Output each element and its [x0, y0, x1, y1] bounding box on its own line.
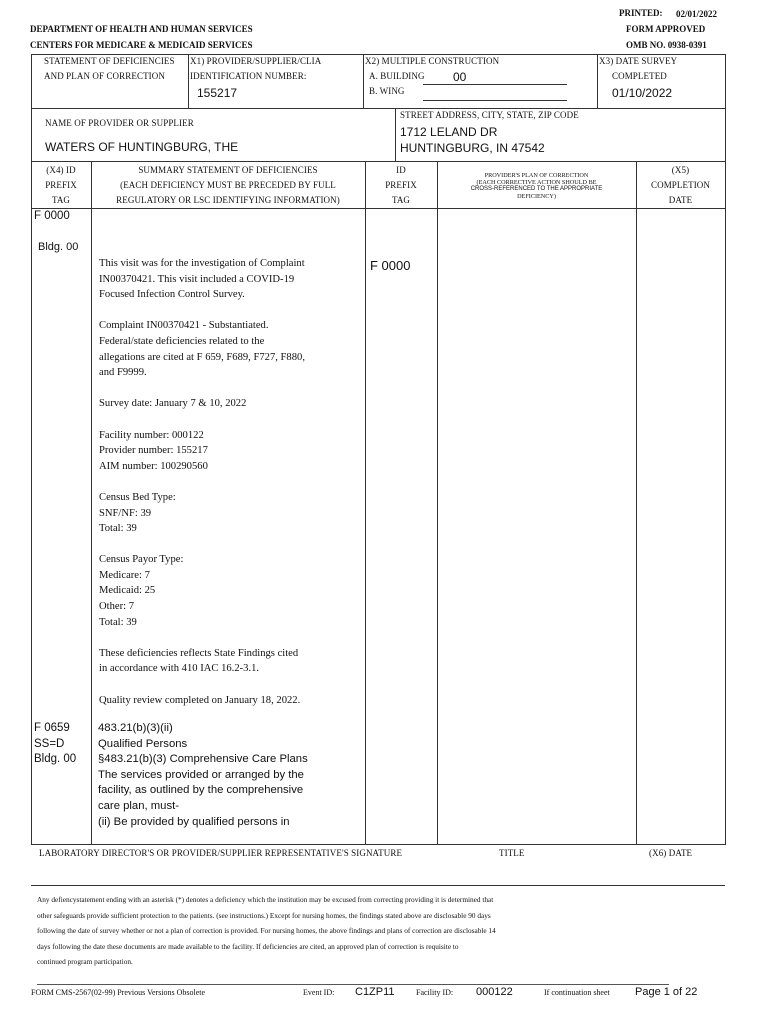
rule: [636, 161, 637, 845]
text-line: Facility number: 000122: [99, 429, 204, 441]
x3-label-2: COMPLETED: [612, 71, 667, 81]
paragraph: [99, 693, 305, 709]
survey-completed-date: 01/10/2022: [612, 86, 673, 100]
address-label: STREET ADDRESS, CITY, STATE, ZIP CODE: [400, 110, 579, 120]
disclosure-notice: [37, 892, 496, 970]
date-label: (X6) DATE: [649, 848, 693, 858]
notice-line: days following the date these documents are made available to the facility. If deficiencies are cited, an approved plan of correction is requisite to: [37, 941, 459, 951]
paragraph: [99, 396, 305, 412]
notice-line: other safeguards provide sufficient protection to the patients. (see instructions.) Except for nursing homes, the findings stated above are disclosable 90 days: [37, 910, 491, 920]
text-line: Census Bed Type:: [99, 491, 176, 503]
provider-name: WATERS OF HUNTINGBURG, THE: [45, 140, 239, 154]
rule: [31, 54, 32, 108]
rule: [365, 161, 366, 845]
notice-line: continued program participation.: [37, 957, 133, 966]
statement-label-2: AND PLAN OF CORRECTION: [44, 71, 165, 81]
building-value: 00: [453, 70, 467, 84]
rule: [597, 54, 598, 108]
rule: [31, 844, 725, 845]
text-line: Total: 39: [99, 523, 137, 535]
rule: [31, 108, 32, 162]
x2-label: X2) MULTIPLE CONSTRUCTION: [365, 56, 500, 66]
text-line: Medicaid: 25: [99, 585, 156, 597]
plan-header-3: CROSS-REFERENCED TO THE APPROPRIATE: [470, 186, 603, 192]
provider-name-label: NAME OF PROVIDER OR SUPPLIER: [45, 118, 194, 128]
notice-line: following the date of survey whether or not a plan of correction is provided. For nursing homes, the above findings and plans of correction are disclosable 14: [37, 926, 496, 935]
text-line: Complaint IN00370421 - Substantiated.: [99, 320, 269, 332]
text-line: These deficiencies reflects State Findings cited: [99, 647, 299, 659]
title-label: TITLE: [499, 848, 525, 858]
rule: [31, 54, 725, 55]
text-line: Other: 7: [99, 601, 135, 613]
paragraph: [99, 256, 305, 303]
id-header-3: TAG: [391, 195, 411, 205]
page-number: Page 1 of 22: [635, 986, 698, 998]
rule: [395, 108, 396, 162]
text-line: IN00370421. This visit included a COVID-19: [99, 273, 295, 285]
text-line: §483.21(b)(3) Comprehensive Care Plans: [98, 753, 308, 766]
building-underline: [423, 84, 567, 85]
rule: [437, 161, 438, 845]
x3-label: X3) DATE SURVEY: [599, 56, 678, 66]
printed-date: 02/01/2022: [676, 9, 718, 19]
summary-body: [99, 256, 305, 724]
department-title: DEPARTMENT OF HEALTH AND HUMAN SERVICES: [30, 24, 253, 34]
event-id-label: Event ID:: [303, 988, 335, 997]
rule: [31, 208, 725, 209]
rule: [725, 161, 726, 845]
x5-header: (X5): [671, 165, 690, 175]
facility-id-label: Facility ID:: [416, 988, 454, 997]
centers-title: CENTERS FOR MEDICARE & MEDICAID SERVICES: [30, 40, 253, 50]
x5-header-2: COMPLETION: [651, 180, 710, 190]
plan-header-2: (EACH CORRECTIVE ACTION SHOULD BE: [476, 179, 597, 186]
text-line: AIM number: 100290560: [99, 460, 208, 472]
text-line: Focused Infection Control Survey.: [99, 289, 245, 301]
paragraph: [99, 646, 305, 677]
paragraph: [99, 552, 305, 630]
x4-header-2: PREFIX: [45, 180, 77, 190]
plan-header-4: DEFICIENCY): [517, 193, 556, 200]
rule: [31, 885, 725, 886]
statement-label: STATEMENT OF DEFICIENCIES: [44, 56, 175, 66]
rule: [31, 161, 725, 162]
event-id-value: C1ZP11: [355, 986, 395, 998]
prefix-tag-f0000: F 0000: [34, 210, 70, 222]
plan-header: [437, 172, 636, 200]
rule: [363, 54, 364, 108]
id-header-2: PREFIX: [385, 180, 417, 190]
plan-header-1: PROVIDER'S PLAN OF CORRECTION: [484, 172, 589, 179]
id-header: ID: [396, 165, 406, 175]
x1-label: X1) PROVIDER/SUPPLIER/CLIA: [190, 56, 322, 66]
text-line: Survey date: January 7 & 10, 2022: [99, 398, 247, 410]
text-line: and F9999.: [99, 367, 147, 379]
tag-line: F 0659: [34, 722, 70, 734]
rule: [725, 54, 726, 162]
text-line: facility, as outlined by the comprehensive: [98, 784, 304, 797]
provider-id-number: 155217: [197, 86, 238, 100]
text-line: (ii) Be provided by qualified persons in: [98, 815, 290, 828]
rule: [188, 54, 189, 108]
rule: [37, 984, 669, 985]
text-line: care plan, must-: [98, 799, 179, 812]
text-line: Census Payor Type:: [99, 554, 184, 566]
text-line: in accordance with 410 IAC 16.2-3.1.: [99, 663, 260, 675]
text-line: Medicare: 7: [99, 569, 150, 581]
building-tag: Bldg. 00: [38, 241, 79, 253]
continuation-label: If continuation sheet: [544, 988, 610, 997]
x4-header-3: TAG: [51, 195, 71, 205]
paragraph: [99, 428, 305, 475]
text-line: allegations are cited at F 659, F689, F727, F880,: [99, 351, 305, 363]
summary-header: SUMMARY STATEMENT OF DEFICIENCIES: [138, 165, 318, 175]
text-line: Federal/state deficiencies related to the: [99, 335, 265, 347]
wing-label: B. WING: [369, 86, 405, 96]
form-approved: FORM APPROVED: [626, 24, 706, 34]
address-line-1: 1712 LELAND DR: [400, 125, 498, 139]
text-line: Quality review completed on January 18, 2022.: [99, 694, 301, 706]
text-line: Provider number: 155217: [99, 445, 208, 457]
facility-id-value: 000122: [476, 986, 513, 998]
address-line-2: HUNTINGBURG, IN 47542: [400, 141, 545, 155]
printed-label: PRINTED:: [619, 8, 663, 18]
paragraph: [99, 318, 305, 380]
omb-number: OMB NO. 0938-0391: [626, 40, 707, 50]
summary-header-3: REGULATORY OR LSC IDENTIFYING INFORMATION): [116, 195, 340, 205]
text-line: SNF/NF: 39: [99, 507, 152, 519]
text-line: Qualified Persons: [98, 737, 188, 750]
rule: [91, 161, 92, 845]
building-label: A. BUILDING: [369, 71, 425, 81]
summary-header-2: (EACH DEFICIENCY MUST BE PRECEDED BY FULL: [120, 180, 336, 190]
signature-label: LABORATORY DIRECTOR'S OR PROVIDER/SUPPLIER REPRESENTATIVE'S SIGNATURE: [39, 848, 403, 858]
text-line: This visit was for the investigation of Complaint: [99, 258, 305, 269]
form-number: FORM CMS-2567(02-99) Previous Versions Obsolete: [31, 988, 206, 997]
x5-header-3: DATE: [668, 195, 693, 205]
rule: [31, 108, 725, 109]
prefix-tag-f0659: [34, 721, 76, 768]
right-prefix-tag-f0000: F 0000: [370, 258, 411, 273]
regulation-text: [98, 721, 308, 830]
paragraph: [99, 490, 305, 537]
x1-label-2: IDENTIFICATION NUMBER:: [190, 71, 307, 81]
wing-underline: [423, 100, 567, 101]
tag-line: Bldg. 00: [34, 753, 77, 766]
text-line: 483.21(b)(3)(ii): [98, 722, 173, 734]
x4-header: (X4) ID: [46, 165, 76, 175]
notice-line: Any defiencystatement ending with an asterisk (*) denotes a deficiency which the institution may be excused from correcting providing it is determined that: [37, 895, 494, 904]
rule: [31, 161, 32, 845]
tag-line: SS=D: [34, 737, 65, 750]
text-line: The services provided or arranged by the: [98, 768, 304, 781]
text-line: Total: 39: [99, 616, 137, 628]
